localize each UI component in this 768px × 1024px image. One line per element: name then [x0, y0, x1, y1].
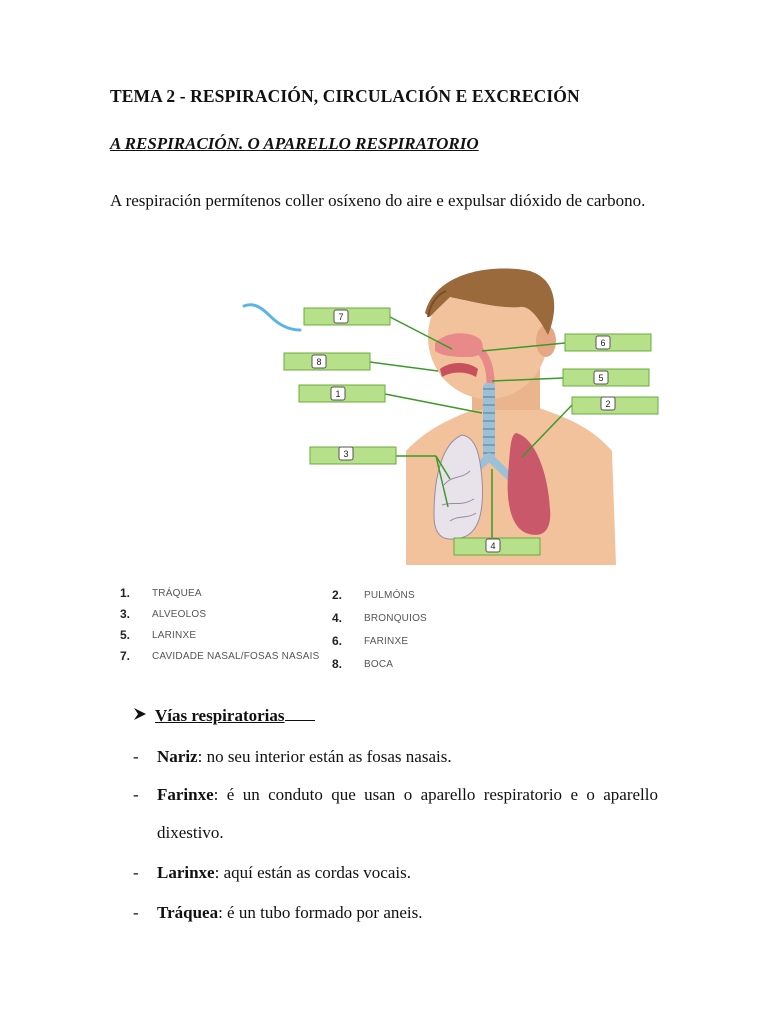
legend-number: 1.: [120, 586, 131, 600]
legend-label: BOCA: [364, 659, 394, 670]
label-box-2[interactable]: [572, 397, 658, 414]
diagram-legend-right: [332, 586, 532, 676]
box-label-3: 3: [343, 449, 349, 459]
legend-label: LARINXE: [152, 630, 197, 641]
list-dash: -: [133, 903, 139, 922]
label-box-1[interactable]: [299, 385, 385, 402]
list-dash: -: [133, 863, 139, 882]
box-label-5: 5: [598, 373, 604, 383]
item-text: : no seu interior están as fosas nasais.: [197, 747, 452, 766]
item-term: Nariz: [157, 747, 198, 766]
legend-label: CAVIDADE NASAL/FOSAS NASAIS: [152, 651, 320, 662]
legend-number: 4.: [332, 611, 343, 625]
label-box-5[interactable]: [563, 369, 649, 386]
arrowhead-bullet-icon: [133, 707, 151, 726]
box-label-6: 6: [600, 338, 606, 348]
item-term: Tráquea: [157, 903, 219, 922]
legend-label: FARINXE: [364, 636, 409, 647]
item-text: : aquí están as cordas vocais.: [214, 863, 411, 882]
section-heading: [133, 706, 315, 726]
legend-number: 7.: [120, 649, 131, 663]
box-label-7: 7: [338, 312, 344, 322]
document-title: TEMA 2 - RESPIRACIÓN, CIRCULACIÓN E EXCRECIÓN: [110, 86, 580, 106]
item-text: : é un conduto que usan o aparello respiratorio e o aparello dixestivo.: [157, 785, 658, 842]
item-term: Larinxe: [157, 863, 215, 882]
label-box-3[interactable]: [310, 447, 396, 464]
list-dash: -: [133, 747, 139, 766]
heading-underline-tail: [285, 706, 315, 721]
label-box-6[interactable]: [565, 334, 651, 351]
legend-label: ALVEOLOS: [152, 609, 207, 620]
section-subtitle: A RESPIRACIÓN. O APARELLO RESPIRATORIO: [110, 134, 479, 153]
list-item: [133, 894, 658, 932]
label-box-4[interactable]: [454, 538, 540, 555]
legend-number: 5.: [120, 628, 131, 642]
legend-number: 2.: [332, 588, 343, 602]
section-heading-text: Vías respiratorias: [154, 706, 285, 725]
label-box-7[interactable]: [304, 308, 390, 325]
box-label-2: 2: [605, 399, 611, 409]
box-label-8: 8: [316, 357, 322, 367]
list-item: [133, 738, 658, 776]
box-label-4: 4: [490, 541, 496, 551]
list-item: [133, 854, 658, 892]
legend-number: 3.: [120, 607, 131, 621]
legend-number: 6.: [332, 634, 343, 648]
legend-label: TRÁQUEA: [152, 588, 202, 599]
legend-label: BRONQUIOS: [364, 613, 427, 624]
list-item: [133, 776, 658, 852]
list-dash: -: [133, 785, 139, 804]
legend-label: PULMÓNS: [364, 590, 415, 601]
intro-paragraph: A respiración permítenos coller osíxeno do aire e expulsar dióxido de carbono.: [110, 191, 646, 210]
legend-number: 8.: [332, 657, 343, 671]
item-text: : é un tubo formado por aneis.: [218, 903, 423, 922]
label-box-8[interactable]: [284, 353, 370, 370]
respiratory-system-diagram: [230, 265, 670, 565]
box-label-1: 1: [335, 389, 341, 399]
item-term: Farinxe: [157, 785, 214, 804]
